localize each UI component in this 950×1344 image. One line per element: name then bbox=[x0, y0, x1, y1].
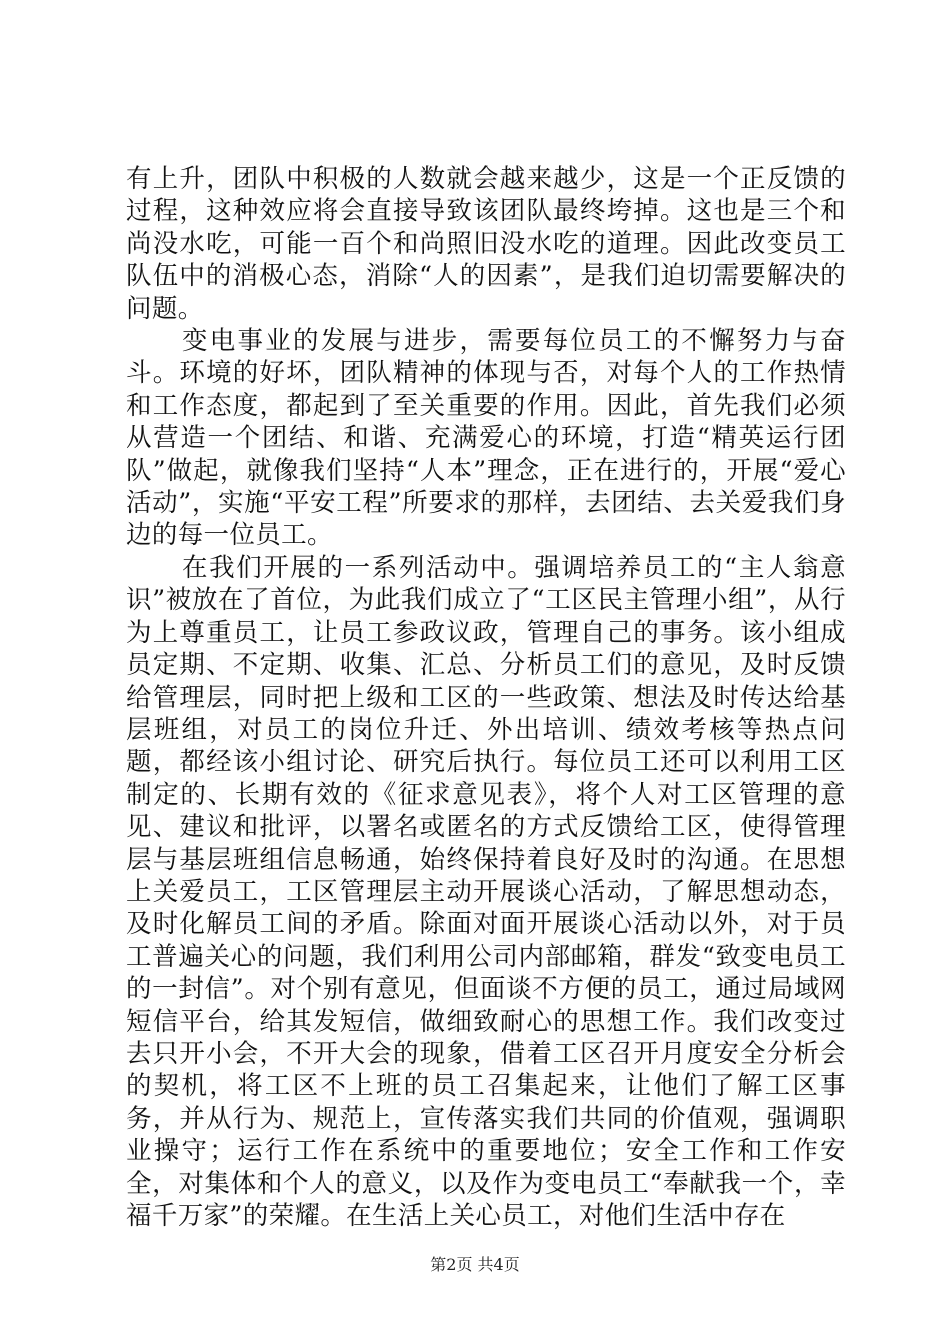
page-number-footer: 第2页 共4页 bbox=[430, 1255, 520, 1274]
paragraph-development: 变电事业的发展与进步，需要每位员工的不懈努力与奋斗。环境的好坏，团队精神的体现与否，对每个人的工作热情和工作态度，都起到了至关重要的作用。因此，首先我们必须从营造一个团结、和谐、充满爱心的环境，打造“精英运行团队”做起，就像我们坚持“人本”理念，正在进行的，开展“爱心活动”，实施“平安工程”所要求的那样，去团结、去关爱我们身边的每一位员工。 bbox=[126, 326, 846, 551]
document-body bbox=[126, 163, 846, 1232]
paragraph-continuation: 有上升，团队中积极的人数就会越来越少，这是一个正反馈的过程，这种效应将会直接导致该团队最终垮掉。这也是三个和尚没水吃，可能一百个和尚照旧没水吃的道理。因此改变员工队伍中的消极心态，消除“人的因素”，是我们迫切需要解决的问题。 bbox=[126, 164, 846, 324]
paragraph-activities: 在我们开展的一系列活动中。强调培养员工的“主人翁意识”被放在了首位，为此我们成立了“工区民主管理小组”，从行为上尊重员工，让员工参政议政，管理自己的事务。该小组成员定期、不定期、收集、汇总、分析员工们的意见，及时反馈给管理层，同时把上级和工区的一些政策、想法及时传达给基层班组，对员工的岗位升迁、外出培训、绩效考核等热点问题，都经该小组讨论、研究后执行。每位员工还可以利用工区制定的、长期有效的《征求意见表》，将个人对工区管理的意见、建议和批评，以署名或匿名的方式反馈给工区，使得管理层与基层班组信息畅通，始终保持着良好及时的沟通。在思想上关爱员工，工区管理层主动开展谈心活动，了解思想动态，及时化解员工间的矛盾。除面对面开展谈心活动以外，对于员工普遍关心的问题，我们利用公司内部邮箱，群发“致变电员工的一封信”。对个别有意见，但面谈不方便的员工，通过局域网短信平台，给其发短信，做细致耐心的思想工作。我们改变过去只开小会，不开大会的现象，借着工区召开月度安全分析会的契机，将工区不上班的员工召集起来，让他们了解工区事务，并从行为、规范上，宣传落实我们共同的价值观，强调职业操守；运行工作在系统中的重要地位；安全工作和工作安全，对集体和个人的意义，以及作为变电员工“奉献我一个，幸福千万家”的荣耀。在生活上关心员工，对他们生活中存在 bbox=[126, 552, 846, 1231]
